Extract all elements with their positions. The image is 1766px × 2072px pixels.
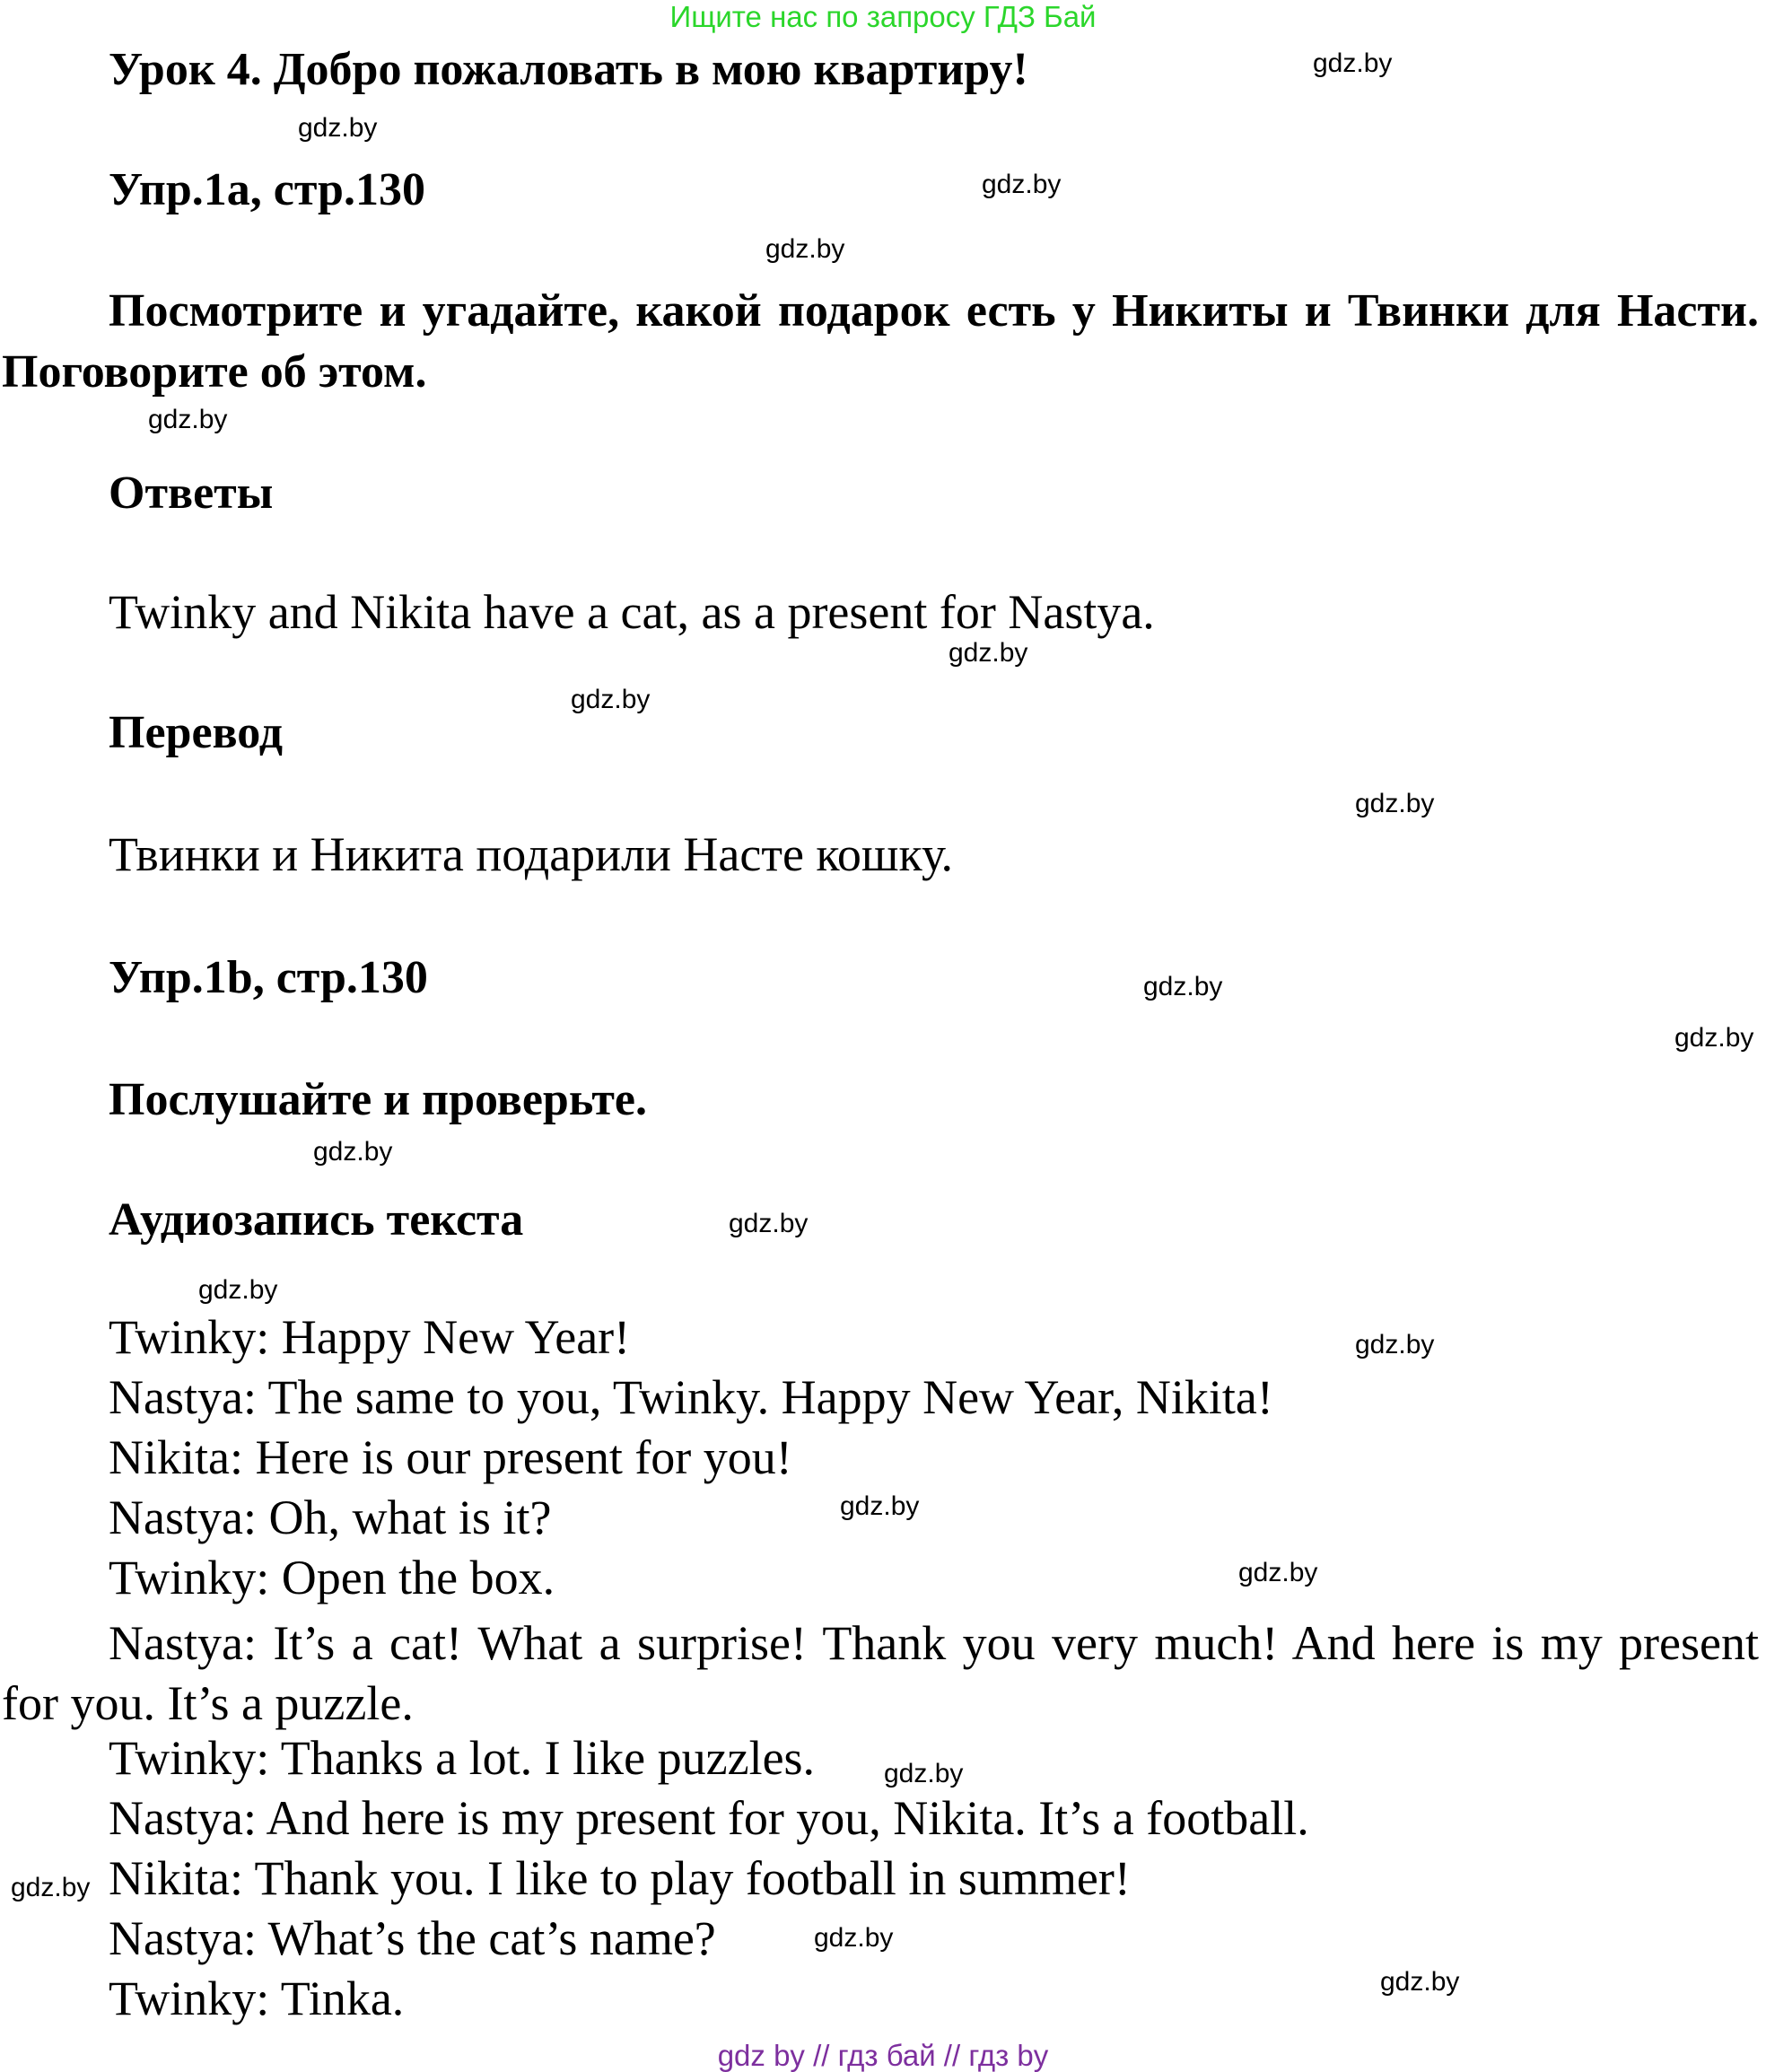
watermark: gdz.by [765,234,845,264]
watermark: gdz.by [1355,1330,1435,1359]
answer-text: Twinky and Nikita have a cat, as a present for Nastya. [109,585,1155,639]
dialogue-line: Nikita: Thank you. I like to play football in summer! [109,1851,1131,1905]
dialogue-line: Nikita: Here is our present for you! [109,1430,792,1484]
watermark: gdz.by [11,1873,91,1902]
dialogue-line: Twinky: Open the box. [109,1551,555,1604]
watermark: gdz.by [814,1923,894,1953]
watermark: gdz.by [1355,789,1435,818]
bottom-banner[interactable]: gdz by // гдз бай // гдз by [717,2039,1049,2072]
exercise-1a-heading: Упр.1a, стр.130 [109,164,425,215]
lesson-title: Урок 4. Добро пожаловать в мою квартиру! [109,44,1028,95]
dialogue-line: Nastya: And here is my present for you, Nikita. It’s a football. [109,1791,1309,1845]
dialogue-line: Nastya: It’s a cat! What a surprise! Thank you very much! And here is my present for you. It’s a puzzle. [2,1616,1759,1730]
watermark: gdz.by [840,1491,920,1521]
watermark: gdz.by [298,113,378,143]
dialogue-line: Nastya: The same to you, Twinky. Happy New Year, Nikita! [109,1370,1273,1424]
dialogue-line: Twinky: Happy New Year! [109,1310,631,1364]
watermark: gdz.by [949,638,1028,668]
top-banner[interactable]: Ищите нас по запросу ГДЗ Бай [669,0,1097,33]
dialogue-line: Nastya: Oh, what is it? [109,1491,552,1544]
watermark: gdz.by [198,1275,278,1305]
exercise-1b-task: Послушайте и проверьте. [109,1074,647,1125]
watermark: gdz.by [1380,1967,1460,1997]
watermark: gdz.by [1143,972,1223,1001]
watermark: gdz.by [148,405,228,434]
translation-text: Твинки и Никита подарили Насте кошку. [109,827,954,881]
answers-label: Ответы [109,468,274,519]
watermark: gdz.by [1238,1558,1318,1587]
watermark: gdz.by [313,1137,393,1167]
watermark: gdz.by [1674,1023,1754,1053]
exercise-1b-heading: Упр.1b, стр.130 [109,952,428,1003]
dialogue-line: Nastya: What’s the cat’s name? [109,1911,716,1965]
watermark: gdz.by [884,1759,964,1788]
audio-label: Аудиозапись текста [109,1194,524,1246]
dialogue-line: Twinky: Thanks a lot. I like puzzles. [109,1731,816,1785]
watermark: gdz.by [729,1209,809,1238]
dialogue-line: Twinky: Tinka. [109,1971,405,2025]
watermark: gdz.by [571,685,651,714]
watermark: gdz.by [1313,48,1393,78]
exercise-1a-task: Посмотрите и угадайте, какой подарок есть у Никиты и Твинки для Насти. Поговорите об этом. [2,285,1759,398]
translation-label: Перевод [109,707,284,758]
watermark: gdz.by [982,170,1062,199]
